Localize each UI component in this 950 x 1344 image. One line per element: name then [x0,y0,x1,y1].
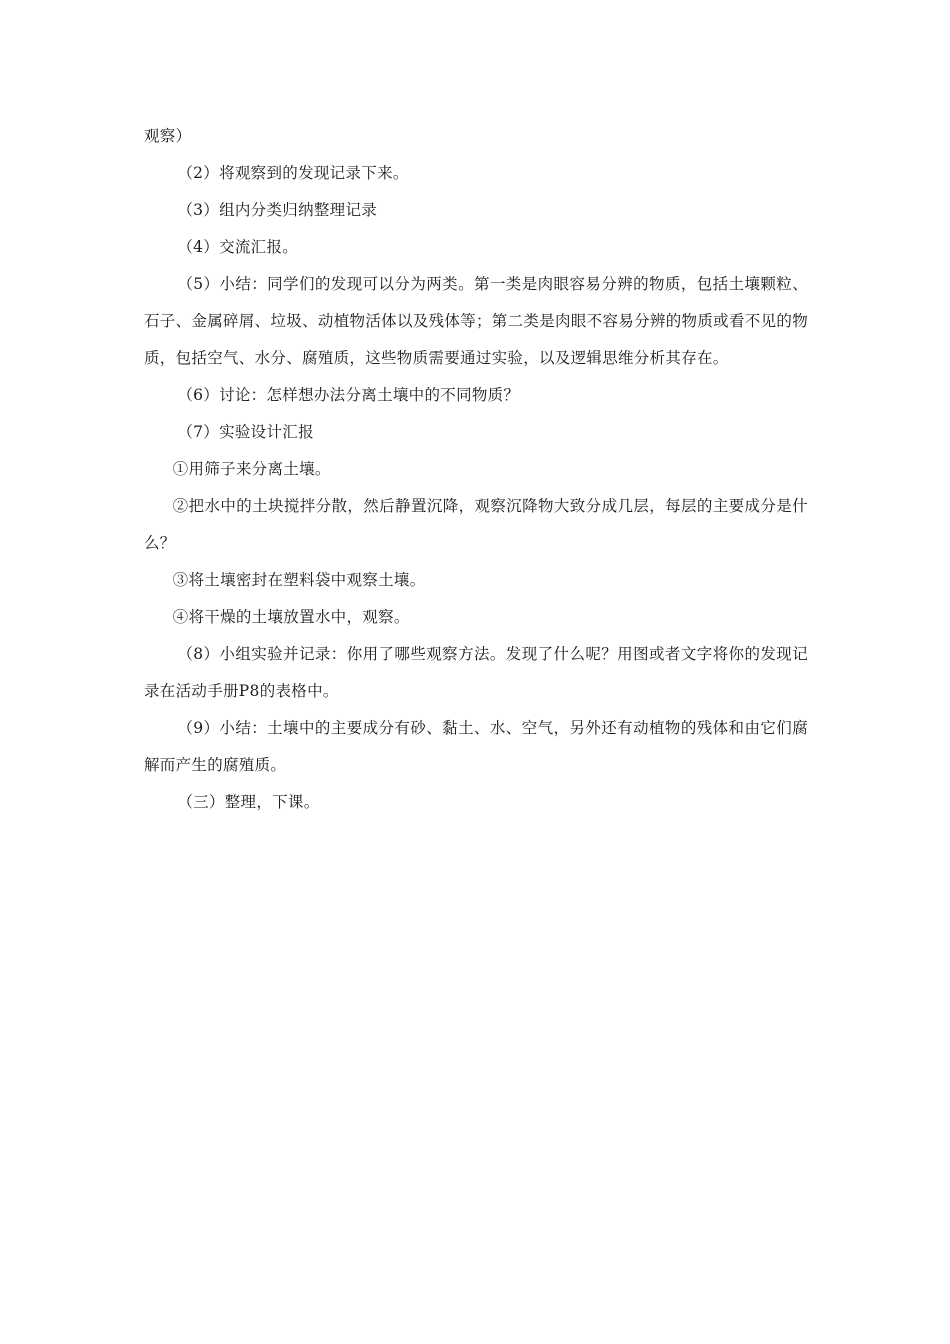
paragraph-step-7-design-report: （7）实验设计汇报 [177,423,314,441]
paragraph-step-8-experiment: （8）小组实验并记录：你用了哪些观察方法。发现了什么呢？用图或者文字将你的发现记录在活动手册P8的表格中。 [144,645,808,700]
paragraph-step-2: （2）将观察到的发现记录下来。 [177,164,409,182]
list-item-sealed-bag: ③将土壤密封在塑料袋中观察土壤。 [172,571,426,589]
paragraph-step-6-discussion: （6）讨论：怎样想办法分离土壤中的不同物质？ [177,386,520,404]
list-item-sieve: ①用筛子来分离土壤。 [172,460,331,478]
paragraph-continuation: 观察） [144,127,192,145]
list-item-dry-soil-water: ④将干燥的土壤放置水中，观察。 [172,608,410,626]
list-item-sediment: ②把水中的土块搅拌分散，然后静置沉降，观察沉降物大致分成几层，每层的主要成分是什么？ [144,497,808,552]
paragraph-step-3: （3）组内分类归纳整理记录 [177,201,378,219]
paragraph-step-4: （4）交流汇报。 [177,238,299,256]
paragraph-step-5-summary: （5）小结：同学们的发现可以分为两类。第一类是肉眼容易分辨的物质，包括土壤颗粒、石子、金属碎屑、垃圾、动植物活体以及残体等；第二类是肉眼不容易分辨的物质或看不见的物质，包括空气、水分、腐殖质，这些物质需要通过实验，以及逻辑思维分析其存在。 [144,275,808,367]
document-body [144,118,808,821]
paragraph-section-3-wrapup: （三）整理，下课。 [177,793,320,811]
paragraph-step-9-summary: （9）小结：土壤中的主要成分有砂、黏土、水、空气，另外还有动植物的残体和由它们腐解而产生的腐殖质。 [144,719,808,774]
